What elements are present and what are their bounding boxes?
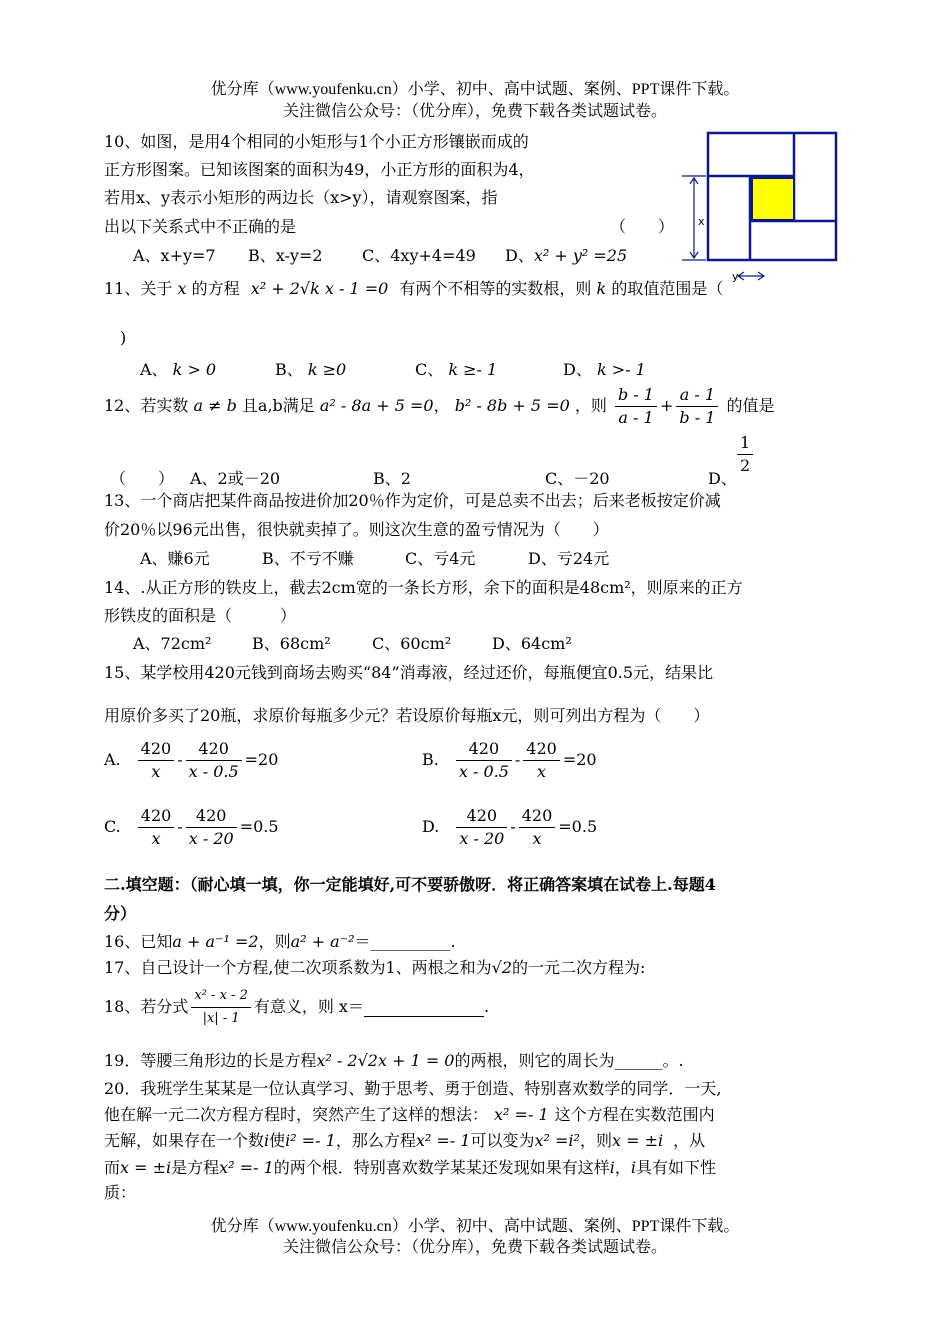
q12-option-a: A、2或－20 <box>190 469 281 488</box>
q11-option-c: C、 k ≥- 1 <box>415 360 498 379</box>
q10-line-1: 10、如图，是用4个相同的小矩形与1个小正方形镶嵌而成的 <box>104 132 529 151</box>
q15-line-1: 15、某学校用420元钱到商场去购买“84”消毒液，经过还价，每瓶便宜0.5元，结果比 <box>104 663 714 682</box>
header-line-2: 关注微信公众号：（优分库），免费下载各类试题试卷。 <box>282 103 667 120</box>
section-2-title: 二.填空题：（耐心填一填，你一定能填好,可不要骄傲呀．将正确答案填在试卷上.每题4 <box>104 875 716 894</box>
q16: 16、已知a + a⁻¹ =2，则a² + a⁻²＝__________. <box>104 932 456 951</box>
q10-line-3: 若用x、y表示小矩形的两边长（x>y），请观察图案，指 <box>104 188 498 207</box>
q19: 19．等腰三角形边的长是方程x² - 2√2x + 1 = 0的两根，则它的周长为______。. <box>104 1051 684 1070</box>
q20-line-1: 20．我班学生某某是一位认真学习、勤于思考、勇于创造、特别喜欢数学的同学．一天, <box>104 1079 722 1098</box>
q11-mid: 的方程 <box>191 279 240 298</box>
q10-option-d <box>505 243 627 266</box>
q14-option-b: B、68cm² <box>252 634 331 653</box>
q20-line-4: 而x = ±i是方程x² =- 1的两个根．特别喜欢数学某某还发现如果有这样i，i具有如下性 <box>104 1158 717 1177</box>
q17: 17、自己设计一个方程,使二次项系数为1、两根之和为√2的一元二次方程为: <box>104 958 646 977</box>
q11-option-d: D、 k >- 1 <box>563 360 646 379</box>
footer-line-1: 优分库（www.youfenku.cn）小学、初中、高中试题、案例、PPT课件下载。 <box>210 1218 740 1235</box>
q12-frac-2: $\frac{a - 1}{b - 1}$ <box>676 384 718 429</box>
footer-line-2: 关注微信公众号：（优分库），免费下载各类试题试卷。 <box>282 1239 667 1256</box>
fig-label-y: y <box>732 270 739 283</box>
section-2-title-cont: 分） <box>104 904 137 923</box>
header-line-1: 优分库（www.youfenku.cn）小学、初中、高中试题、案例、PPT课件下载。 <box>210 81 740 98</box>
q15-option-c: C. $\frac{420}{x}$ - $\frac{420}{x - 20}$ =0.5 <box>104 806 279 848</box>
q10-figure <box>680 130 842 286</box>
q12-eq-1: a² - 8a + 5 =0 <box>319 396 434 415</box>
q12-mid: 且a,b满足 <box>241 396 315 415</box>
q11-var-x: x <box>177 279 187 298</box>
q10-option-a: A、x+y=7 <box>133 246 216 265</box>
q10-option-d-label: D、 <box>505 246 534 265</box>
q11-option-b: B、 k ≥0 <box>275 360 347 379</box>
q12-condition: a ≠ b <box>193 396 237 415</box>
q13-line-1: 13、一个商店把某件商品按进价加20％作为定价，可是总卖不出去；后来老板按定价减 <box>104 491 721 510</box>
q12-option-d-label: D、 <box>708 469 737 488</box>
q10-option-d-math: x² + y² =25 <box>533 246 628 265</box>
q12-option-c: C、－20 <box>545 469 610 488</box>
q10-option-c: C、4xy+4=49 <box>362 246 476 265</box>
q11-close-paren: ) <box>120 328 127 347</box>
fig-label-x: x <box>698 215 705 228</box>
q12-line-1: 12、若实数 a ≠ b 且a,b满足 a² - 8a + 5 =0， b² - 8b + 5 =0 ，则 $\frac{b - 1}{a - 1}$ + $\frac{a - 1}{b - 1}$ 的值是 <box>104 385 775 427</box>
q12-prefix: 12、若实数 <box>104 396 189 415</box>
q13-line-2: 价20％以96元出售，很快就卖掉了。则这次生意的盈亏情况为（ ） <box>104 520 609 539</box>
q12-frac-1: $\frac{b - 1}{a - 1}$ <box>615 384 657 429</box>
q11-suffix-1: 有两个不相等的实数根，则 <box>399 279 592 298</box>
q10-option-b: B、x-y=2 <box>248 246 323 265</box>
q12-option-d-frac: $\frac{1}{2}$ <box>734 432 756 477</box>
q15-option-d: D. $\frac{420}{x - 20}$ - $\frac{420}{x}$ =0.5 <box>422 806 598 848</box>
q20-line-2: 他在解一元二次方程方程时，突然产生了这样的想法： x² =- 1 这个方程在实数范围内 <box>104 1105 715 1124</box>
q15-option-a: A. $\frac{420}{x}$ - $\frac{420}{x - 0.5}$ =20 <box>104 739 279 781</box>
q10-line-4: 出以下关系式中不正确的是 <box>104 217 297 236</box>
q11-var-k: k <box>596 279 607 298</box>
q11-suffix-2: 的取值范围是（ <box>611 279 724 298</box>
q14-option-a: A、72cm² <box>133 634 212 653</box>
q13-option-a: A、赚6元 <box>140 549 210 568</box>
q15-option-b: B. $\frac{420}{x - 0.5}$ - $\frac{420}{x}$ =20 <box>422 739 597 781</box>
small-square <box>752 178 794 220</box>
q12-paren: （ ） <box>110 469 175 488</box>
q15-line-2: 用原价多买了20瓶，求原价每瓶多少元？若设原价每瓶x元，则可列出方程为（ ） <box>104 706 710 725</box>
q10-line-2: 正方形图案。已知该图案的面积为49，小正方形的面积为4， <box>104 160 535 179</box>
q18: 18、若分式 $\frac{\text{x² - x - 2}}{|x| - 1}$ 有意义，则 x＝ . <box>104 985 489 1030</box>
q14-line-1: 14、.从正方形的铁皮上，截去2cm宽的一条长方形，余下的面积是48cm²，则原来的正方 <box>104 578 743 597</box>
q14-line-2: 形铁皮的面积是（ ） <box>104 606 297 625</box>
q14-option-d: D、64cm² <box>492 634 572 653</box>
q12-eq-2: b² - 8b + 5 =0 <box>454 396 570 415</box>
q11-option-a: A、 k > 0 <box>140 360 217 379</box>
q13-option-b: B、不亏不赚 <box>262 549 354 568</box>
q13-option-d: D、亏24元 <box>528 549 610 568</box>
q12-option-b: B、2 <box>373 469 411 488</box>
q10-answer-paren: （ ） <box>610 217 675 236</box>
q11-line-1 <box>104 276 723 299</box>
q13-option-c: C、亏4元 <box>405 549 476 568</box>
q11-prefix: 11、关于 <box>104 279 173 298</box>
q14-option-c: C、60cm² <box>372 634 452 653</box>
q20-line-3: 无解，如果存在一个数i使i² =- 1，那么方程x² =- 1可以变为x² =i²，则x = ±i ，从 <box>104 1131 706 1150</box>
q20-line-5: 质： <box>104 1183 137 1202</box>
q11-equation: x² + 2√k x - 1 =0 <box>250 279 389 298</box>
q12-suffix: 的值是 <box>726 396 775 415</box>
